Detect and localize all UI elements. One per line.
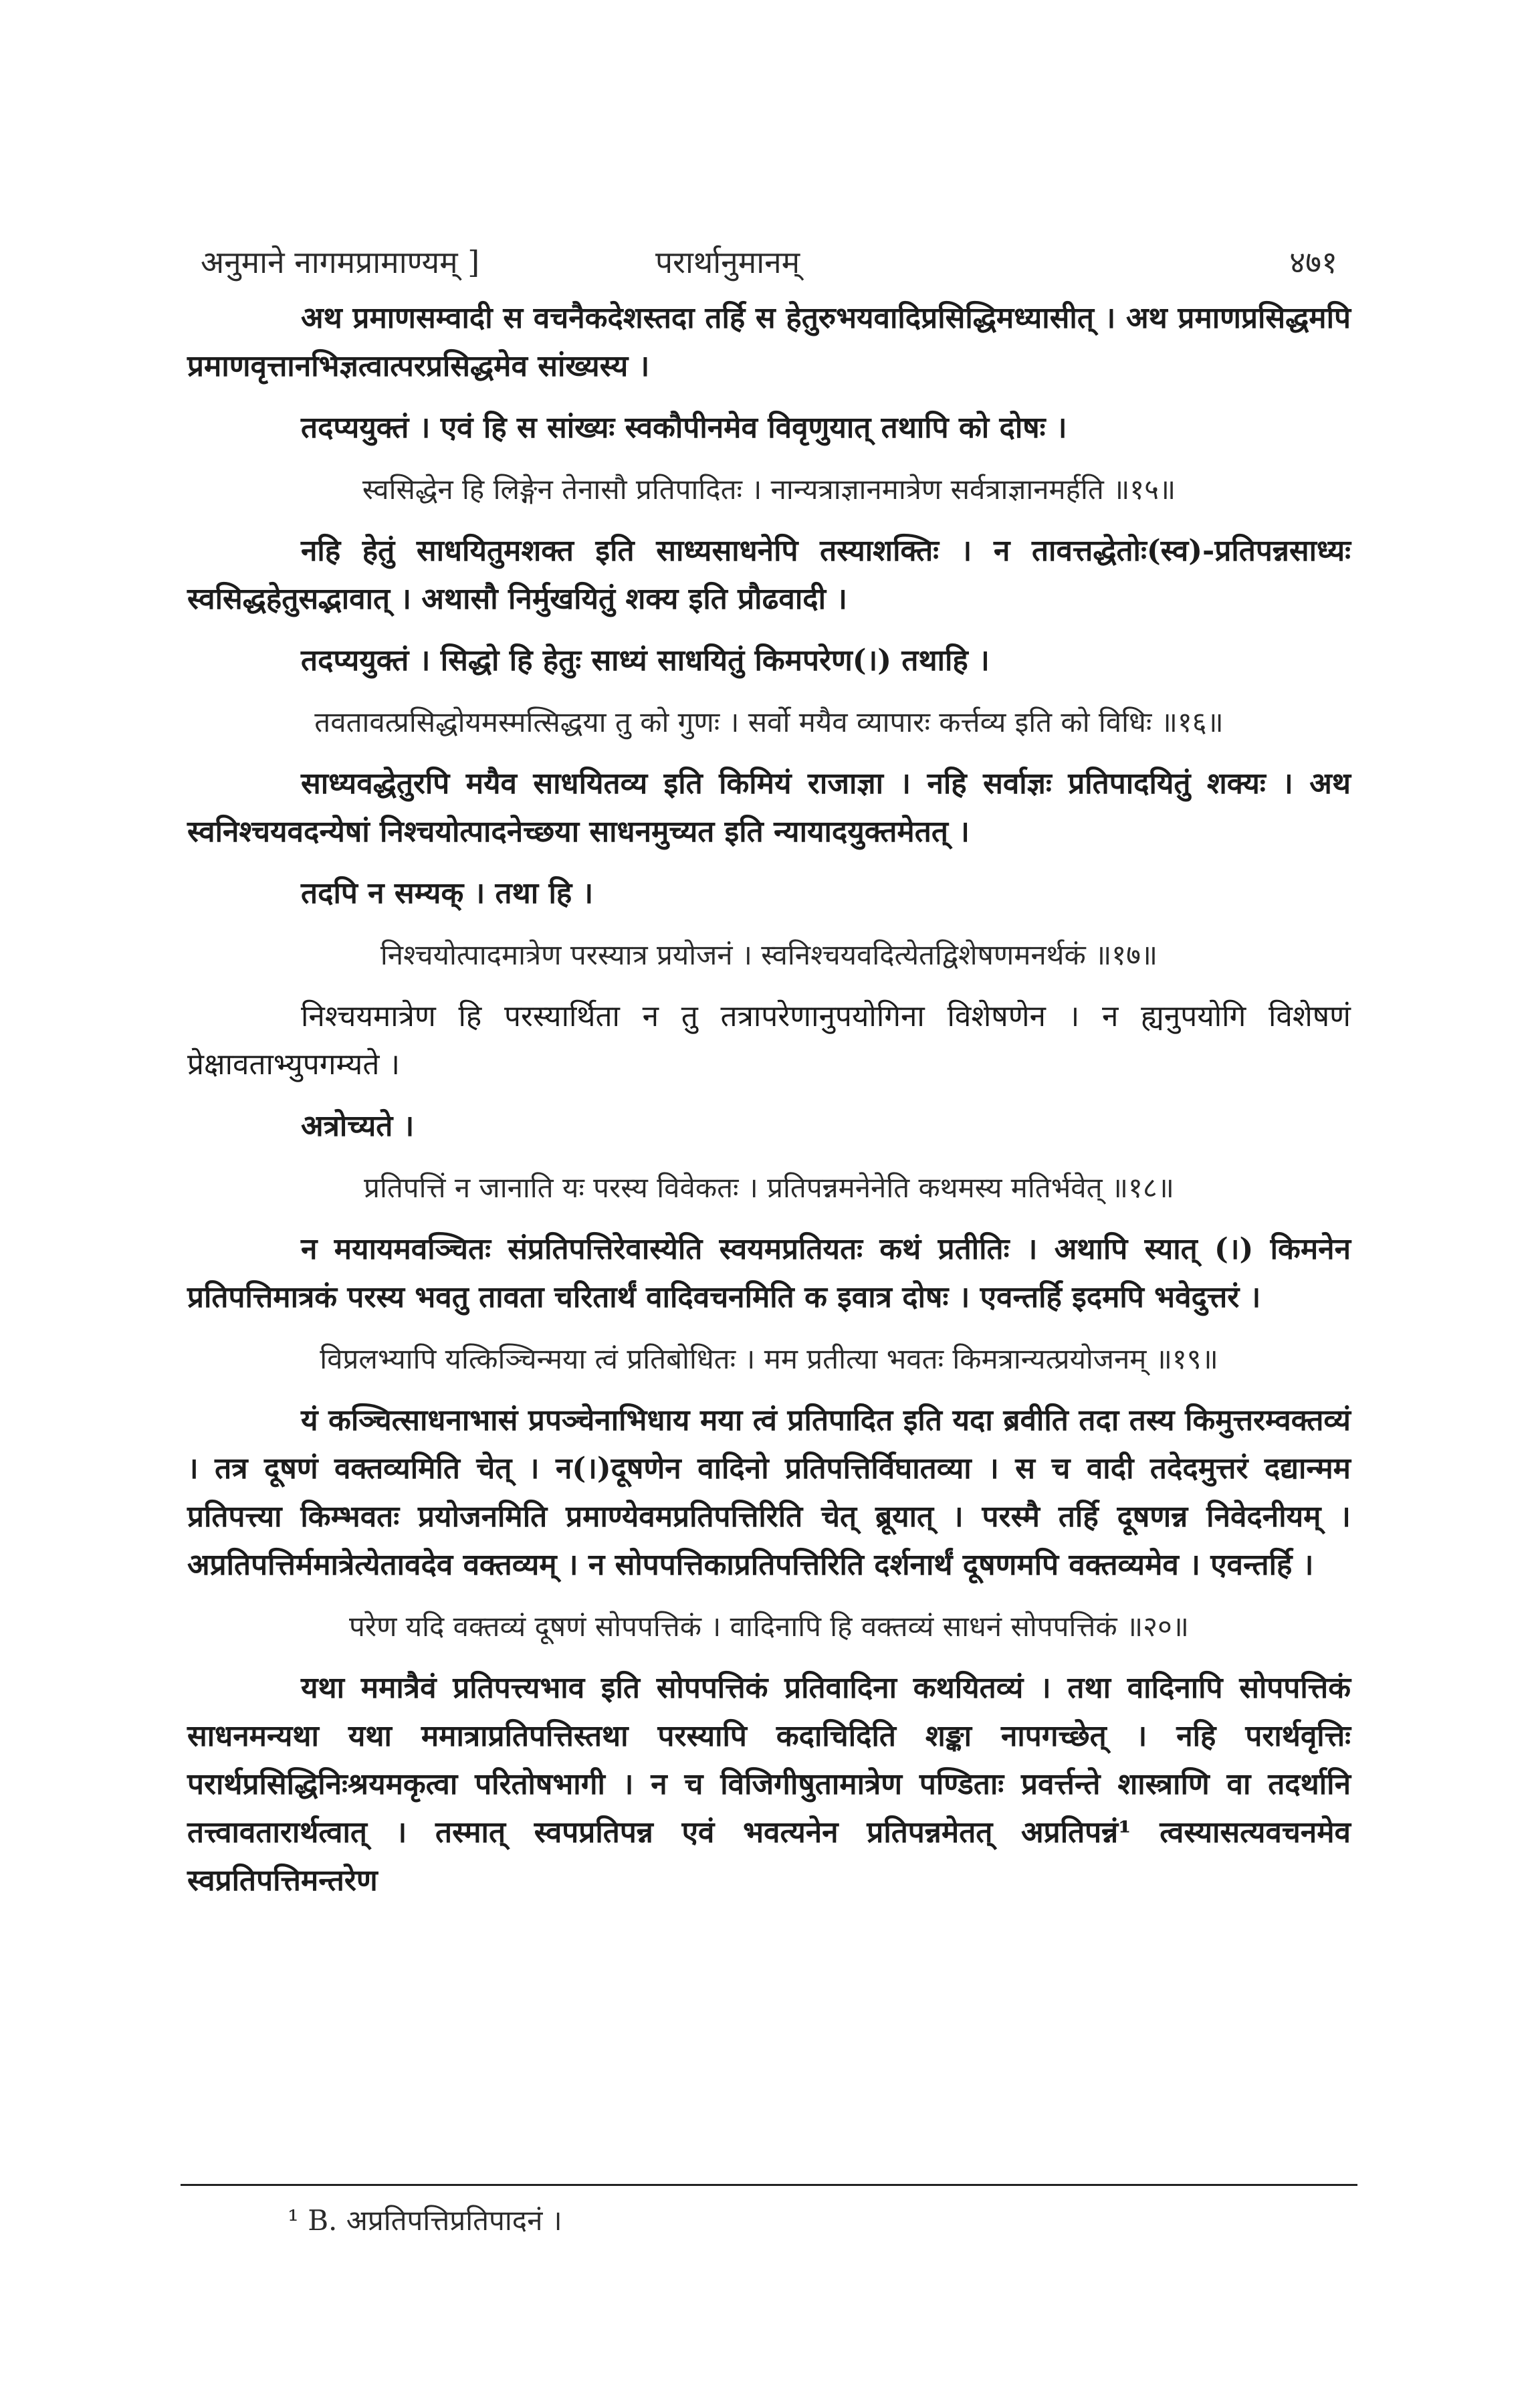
section-label: अत्रोच्यते । (301, 1109, 415, 1143)
verse-18: प्रतिपत्तिं न जानाति यः परस्य विवेकतः । प्रतिपन्नमनेनेति कथमस्य मतिर्भवेत् ॥१८॥ (364, 1171, 1174, 1204)
paragraph: निश्चयमात्रेण हि परस्यार्थिता न तु तत्रापरेणानुपयोगिना विशेषणेन । न ह्यनुपयोगि विशेषणं प्रेक्षावताभ्युपगम्यते । (187, 999, 1351, 1082)
paragraph: नहि हेतुं साधयितुमशक्त इति साध्यसाधनेपि तस्याशक्तिः । न तावत्तद्धेतोः(स्व)-प्रतिपन्नसाध्यः स्वसिद्धहेतुसद्भावात् । अथासौ निर्मुखयितुं शक्य इति प्रौढवादी । (187, 534, 1351, 616)
main-text (187, 294, 1351, 1918)
paragraph: न मयायमवञ्चितः संप्रतिपत्तिरेवास्येति स्वयमप्रतियतः कथं प्रतीतिः । अथापि स्यात् (।) किमनेन प्रतिपत्तिमात्रकं परस्य भवतु तावता चरितार्थं वादिवचनमिति क इवात्र दोषः । एवन्तर्हि इदमपि भवेदुत्तरं । (187, 1232, 1351, 1314)
verse-19: विप्रलभ्यापि यत्किञ्चिन्मया त्वं प्रतिबोधितः । मम प्रतीत्या भवतः किमत्रान्यत्प्रयोजनम् ॥१९॥ (320, 1342, 1218, 1375)
header-chapter-title: परार्थानुमानम् (655, 244, 800, 280)
section-label: तदपि न सम्यक् । तथा हि । (301, 876, 594, 910)
running-header (201, 241, 1337, 294)
verse-16: तवतावत्प्रसिद्धोयमस्मत्सिद्धया तु को गुणः । सर्वो मयैव व्यापारः कर्त्तव्य इति को विधिः ॥१६॥ (314, 706, 1224, 738)
paragraph: यं कञ्चित्साधनाभासं प्रपञ्चेनाभिधाय मया त्वं प्रतिपादित इति यदा ब्रवीति तदा तस्य किमुत्तरम्वक्तव्यं । तत्र दूषणं वक्तव्यमिति चेत् । न(।)दूषणेन वादिनो प्रतिपत्तिर्विघातव्या । स च वादी तदेदमुत्तरं दद्यान्मम प्रतिपत्त्या किम्भवतः प्रयोजनमिति प्रमाण्येवमप्रतिपत्तिरिति चेत् ब्रूयात् । परस्मै तर्हि दूषणन्न निवेदनीयम् । अप्रतिपत्तिर्ममात्रेत्येतावदेव वक्तव्यम् । न सोपपत्तिकाप्रतिपत्तिरिति दर्शनार्थं दूषणमपि वक्तव्यमेव । एवन्तर्हि । (187, 1403, 1351, 1582)
footnote-divider (181, 2184, 1357, 2186)
paragraph: अथ प्रमाणसम्वादी स वचनैकदेशस्तदा तर्हि स हेतुरुभयवादिप्रसिद्धिमध्यासीत् । अथ प्रमाणप्रसिद्धमपि प्रमाणवृत्तानभिज्ञत्वात्परप्रसिद्धमेव सांख्यस्य । (187, 301, 1351, 383)
page-number: ४७१ (1289, 244, 1337, 280)
verse-17: निश्चयोत्पादमात्रेण परस्यात्र प्रयोजनं । स्वनिश्चयवदित्येतद्विशेषणमनर्थकं ॥१७॥ (380, 938, 1158, 971)
header-section-title: अनुमाने नागमप्रामाण्यम् ] (201, 244, 480, 280)
paragraph: तदप्ययुक्तं । सिद्धो हि हेतुः साध्यं साधयितुं किमपरेण(।) तथाहि । (301, 643, 990, 678)
paragraph: तदप्ययुक्तं । एवं हि स सांख्यः स्वकौपीनमेव विवृणुयात् तथापि को दोषः । (301, 411, 1067, 445)
footnote: ¹ B. अप्रतिपत्तिप्रतिपादनं । (288, 2204, 562, 2237)
verse-20: परेण यदि वक्तव्यं दूषणं सोपपत्तिकं । वादिनापि हि वक्तव्यं साधनं सोपपत्तिकं ॥२०॥ (349, 1610, 1189, 1643)
paragraph: यथा ममात्रैवं प्रतिपत्त्यभाव इति सोपपत्तिकं प्रतिवादिना कथयितव्यं । तथा वादिनापि सोपपत्तिकं साधनमन्यथा यथा ममात्राप्रतिपत्तिस्तथा परस्यापि कदाचिदिति शङ्का नापगच्छेत् । नहि परार्थवृत्तिः परार्थप्रसिद्धिनिःश्रयमकृत्वा परितोषभागी । न च विजिगीषुतामात्रेण पण्डिताः प्रवर्त्तन्ते शास्त्राणि वा तदर्थानि तत्त्वावतारार्थत्वात् । तस्मात् स्वपप्रतिपन्न एवं भवत्यनेन प्रतिपन्नमेतत् अप्रतिपन्नं¹ त्वस्यासत्यवचनमेव स्वप्रतिपत्तिमन्तरेण (187, 1671, 1351, 1898)
paragraph: साध्यवद्धेतुरपि मयैव साधयितव्य इति किमियं राजाज्ञा । नहि सर्वाज्ञः प्रतिपादयितुं शक्यः । अथ स्वनिश्चयवदन्येषां निश्चयोत्पादनेच्छया साधनमुच्यत इति न्यायादयुक्तमेतत् । (187, 767, 1351, 849)
verse-15: स्वसिद्धेन हि लिङ्गेन तेनासौ प्रतिपादितः । नान्यत्राज्ञानमात्रेण सर्वत्राज्ञानमर्हति ॥१५॥ (362, 473, 1176, 506)
